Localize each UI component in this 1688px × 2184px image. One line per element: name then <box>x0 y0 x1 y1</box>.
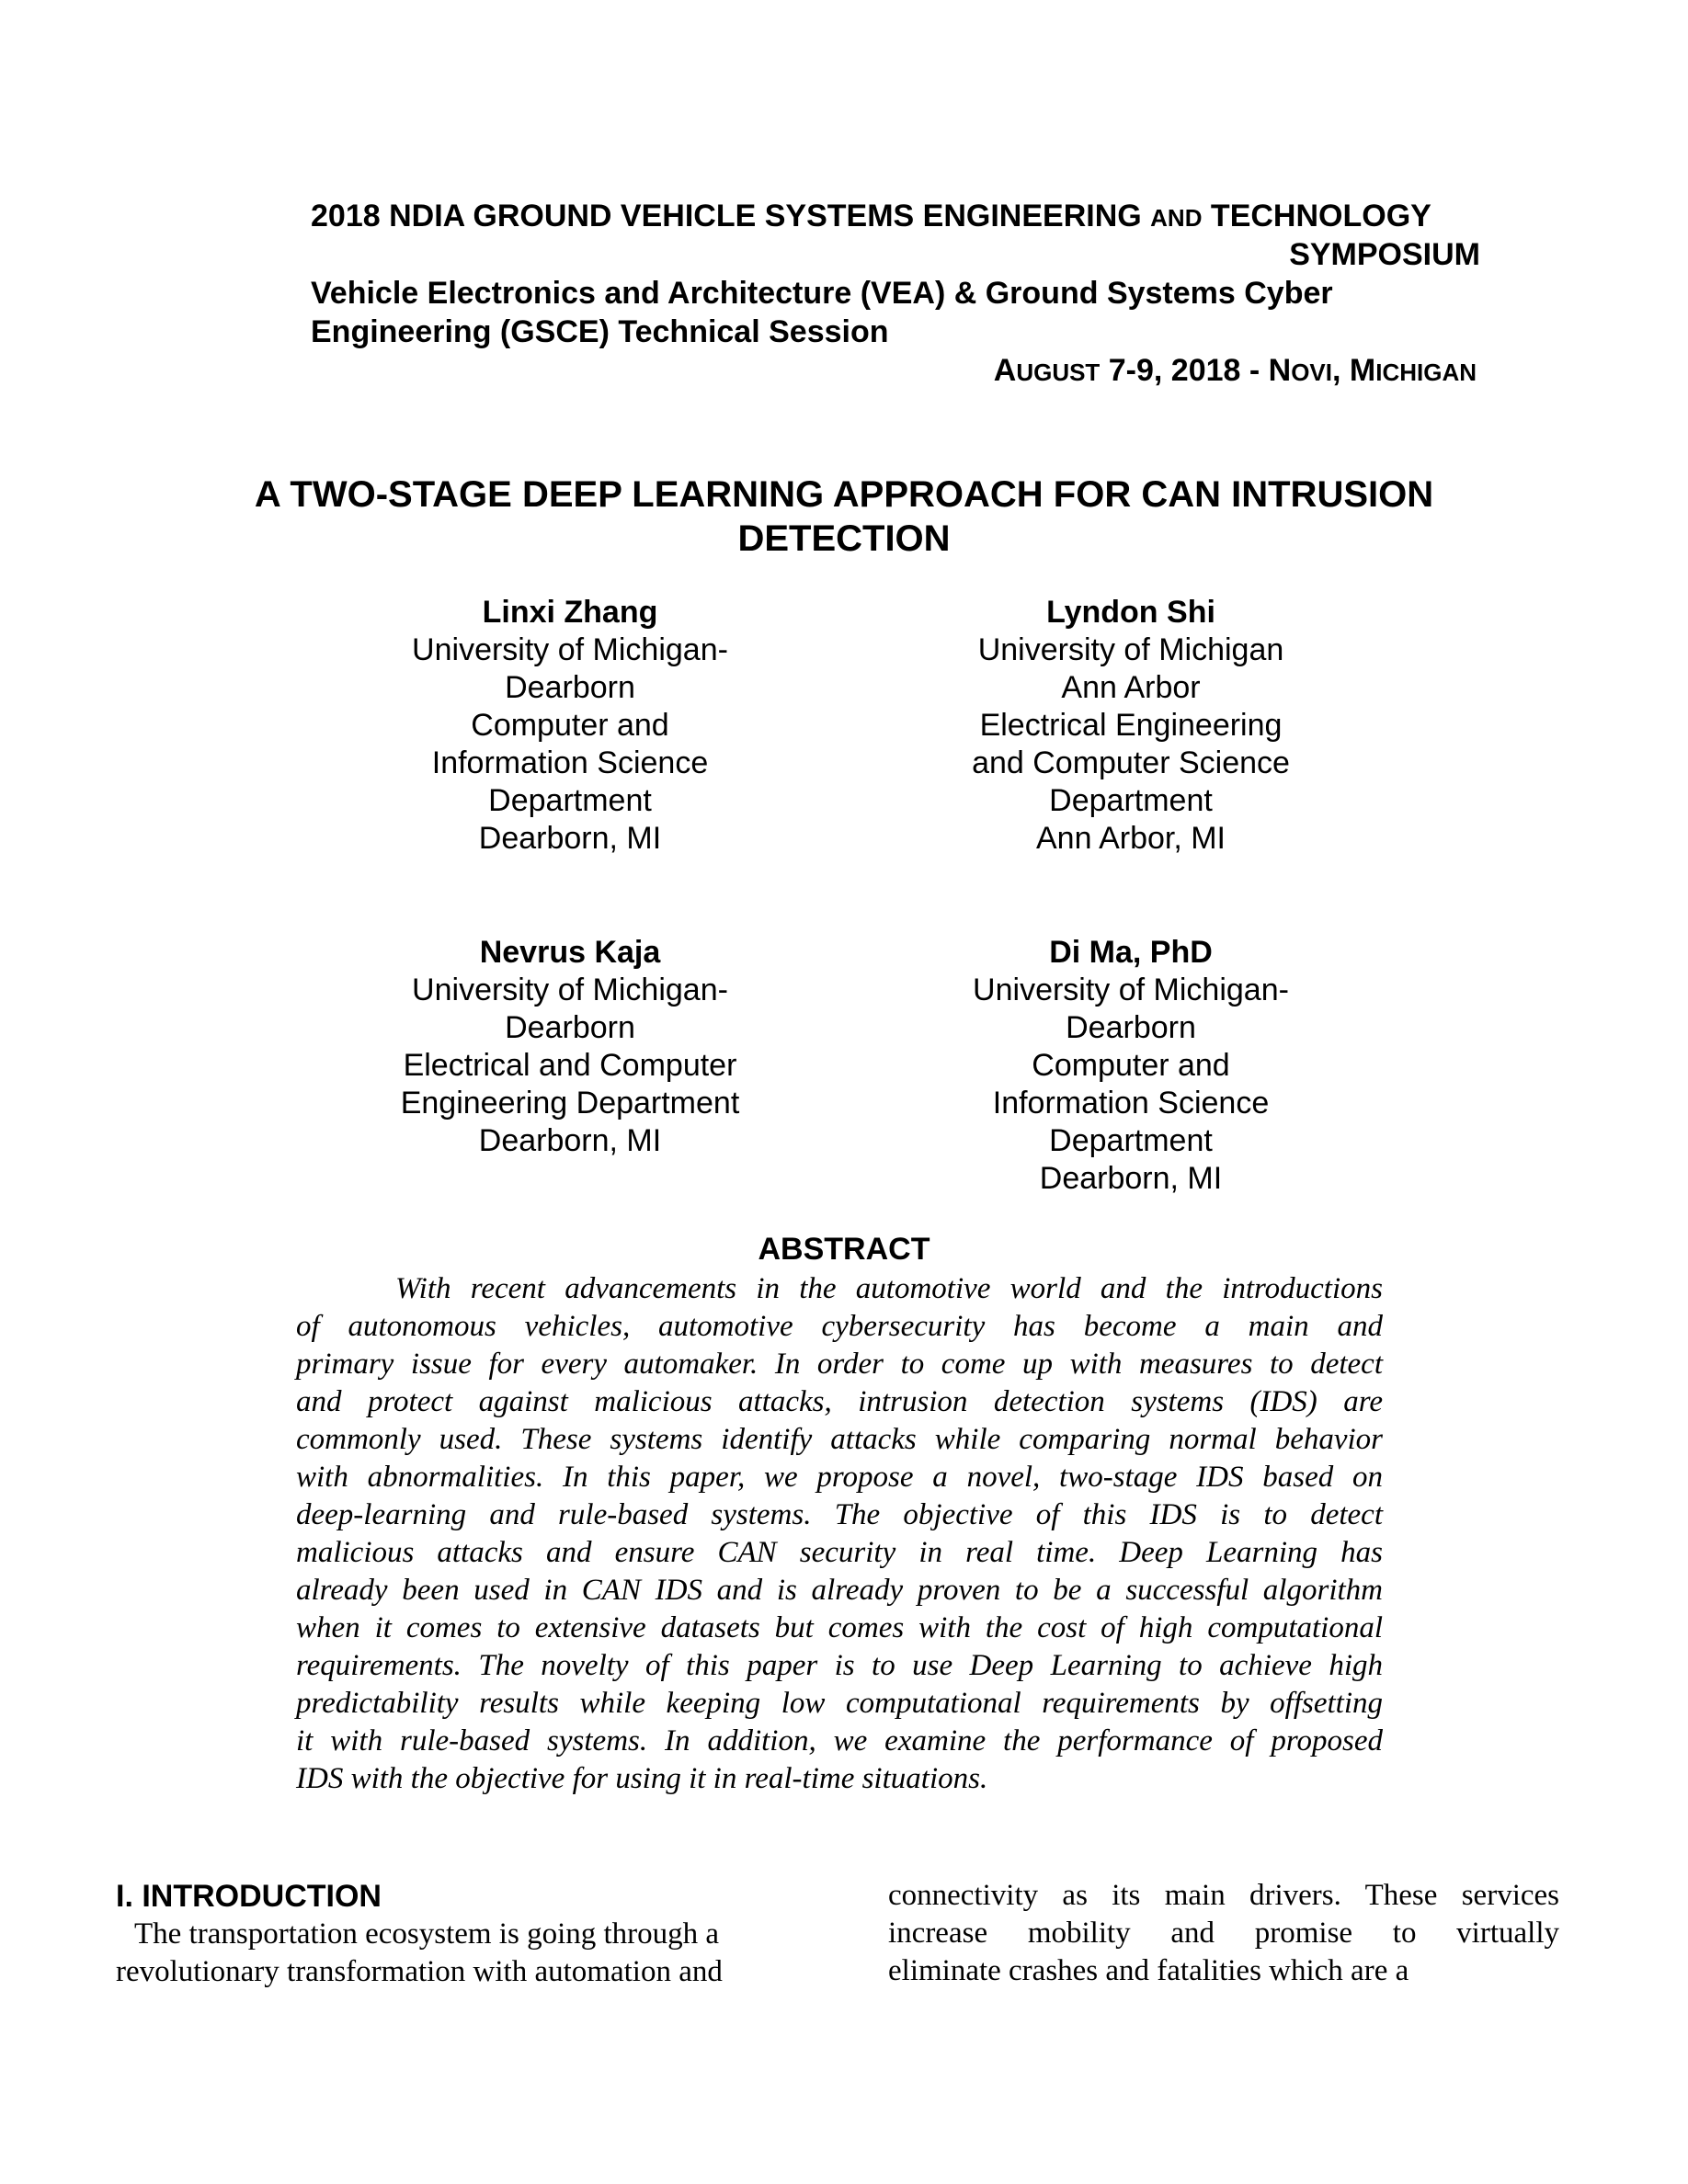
author-affiliation: Dearborn, MI <box>478 821 662 856</box>
conference-date-location: AUGUST 7-9, 2018 - NOVI, MICHIGAN <box>993 353 1477 388</box>
author-name: Di Ma, PhD <box>1049 935 1213 970</box>
intro-left-column <box>116 1916 774 1991</box>
author-affiliation: Department <box>488 783 652 818</box>
author-affiliation: Ann Arbor <box>1061 670 1201 705</box>
session-name-line1: Vehicle Electronics and Architecture (VEA) & Ground Systems Cyber <box>311 276 1333 311</box>
author-affiliation: Department <box>1049 1123 1213 1158</box>
author-affiliation: University of Michigan- <box>412 973 728 1007</box>
author-block-4 <box>919 934 1342 1198</box>
author-affiliation: Ann Arbor, MI <box>1036 821 1226 856</box>
session-name-line2: Engineering (GSCE) Technical Session <box>311 314 889 349</box>
abstract-body <box>296 1270 1383 1798</box>
abstract-line: malicious attacks and ensure CAN security in real time. Deep Learning has <box>296 1536 1383 1569</box>
abstract-line: and protect against malicious attacks, intrusion detection systems (IDS) are <box>296 1385 1383 1418</box>
abstract-line: of autonomous vehicles, automotive cybersecurity has become a main and <box>296 1310 1383 1343</box>
author-affiliation: Dearborn, MI <box>478 1123 662 1158</box>
author-affiliation: Department <box>1049 783 1213 818</box>
author-affiliation: University of Michigan <box>977 632 1284 667</box>
author-affiliation: University of Michigan- <box>973 973 1289 1007</box>
abstract-line: requirements. The novelty of this paper is to use Deep Learning to achieve high <box>296 1649 1383 1682</box>
body-line: connectivity as its main drivers. These services <box>888 1879 1559 1912</box>
abstract-line: when it comes to extensive datasets but comes with the cost of high computational <box>296 1611 1383 1644</box>
author-affiliation: University of Michigan- <box>412 632 728 667</box>
abstract-line: primary issue for every automaker. In order to come up with measures to detect <box>296 1348 1383 1381</box>
paper-title: A TWO-STAGE DEEP LEARNING APPROACH FOR CAN INTRUSION DETECTION <box>254 474 1434 559</box>
author-affiliation: Engineering Department <box>400 1086 740 1120</box>
intro-right-column <box>888 1877 1559 1990</box>
abstract-line: With recent advancements in the automotive world and the introductions <box>395 1272 1383 1305</box>
section-heading-introduction: I. INTRODUCTION <box>116 1879 382 1914</box>
author-affiliation: Computer and <box>1032 1048 1230 1083</box>
author-affiliation: Dearborn <box>505 670 635 705</box>
author-affiliation: Electrical Engineering <box>979 708 1283 743</box>
conference-name-line1: 2018 NDIA GROUND VEHICLE SYSTEMS ENGINEERING AND TECHNOLOGY <box>311 199 1431 233</box>
body-line: The transportation ecosystem is going through a <box>134 1917 720 1951</box>
author-block-2 <box>919 594 1342 858</box>
author-block-3 <box>349 934 791 1160</box>
author-affiliation: Dearborn <box>505 1010 635 1045</box>
abstract-line: it with rule-based systems. In addition, we examine the performance of proposed <box>296 1724 1383 1757</box>
author-name: Linxi Zhang <box>482 595 658 630</box>
abstract-line: with abnormalities. In this paper, we propose a novel, two-stage IDS based on <box>296 1461 1383 1494</box>
body-line: eliminate crashes and fatalities which are a <box>888 1954 1409 1987</box>
author-affiliation: Information Science <box>431 745 709 780</box>
abstract-line: already been used in CAN IDS and is already proven to be a successful algorithm <box>296 1574 1383 1607</box>
author-affiliation: and Computer Science <box>972 745 1290 780</box>
abstract-heading: ABSTRACT <box>758 1232 930 1267</box>
abstract-line: deep-learning and rule-based systems. The objective of this IDS is to detect <box>296 1498 1383 1531</box>
author-block-1 <box>349 594 791 858</box>
author-name: Lyndon Shi <box>1046 595 1215 630</box>
author-affiliation: Information Science <box>992 1086 1270 1120</box>
author-affiliation: Dearborn, MI <box>1039 1161 1223 1196</box>
body-line: increase mobility and promise to virtually <box>888 1917 1559 1950</box>
author-affiliation: Electrical and Computer <box>403 1048 737 1083</box>
author-affiliation: Computer and <box>471 708 669 743</box>
author-affiliation: Dearborn <box>1066 1010 1196 1045</box>
abstract-line: commonly used. These systems identify attacks while comparing normal behavior <box>296 1423 1383 1456</box>
abstract-line: predictability results while keeping low computational requirements by offsetting <box>296 1687 1383 1720</box>
author-name: Nevrus Kaja <box>479 935 661 970</box>
abstract-line: IDS with the objective for using it in real-time situations. <box>296 1762 988 1795</box>
conference-name-line2: SYMPOSIUM <box>1289 237 1480 272</box>
body-line: revolutionary transformation with automation and <box>116 1955 723 1988</box>
